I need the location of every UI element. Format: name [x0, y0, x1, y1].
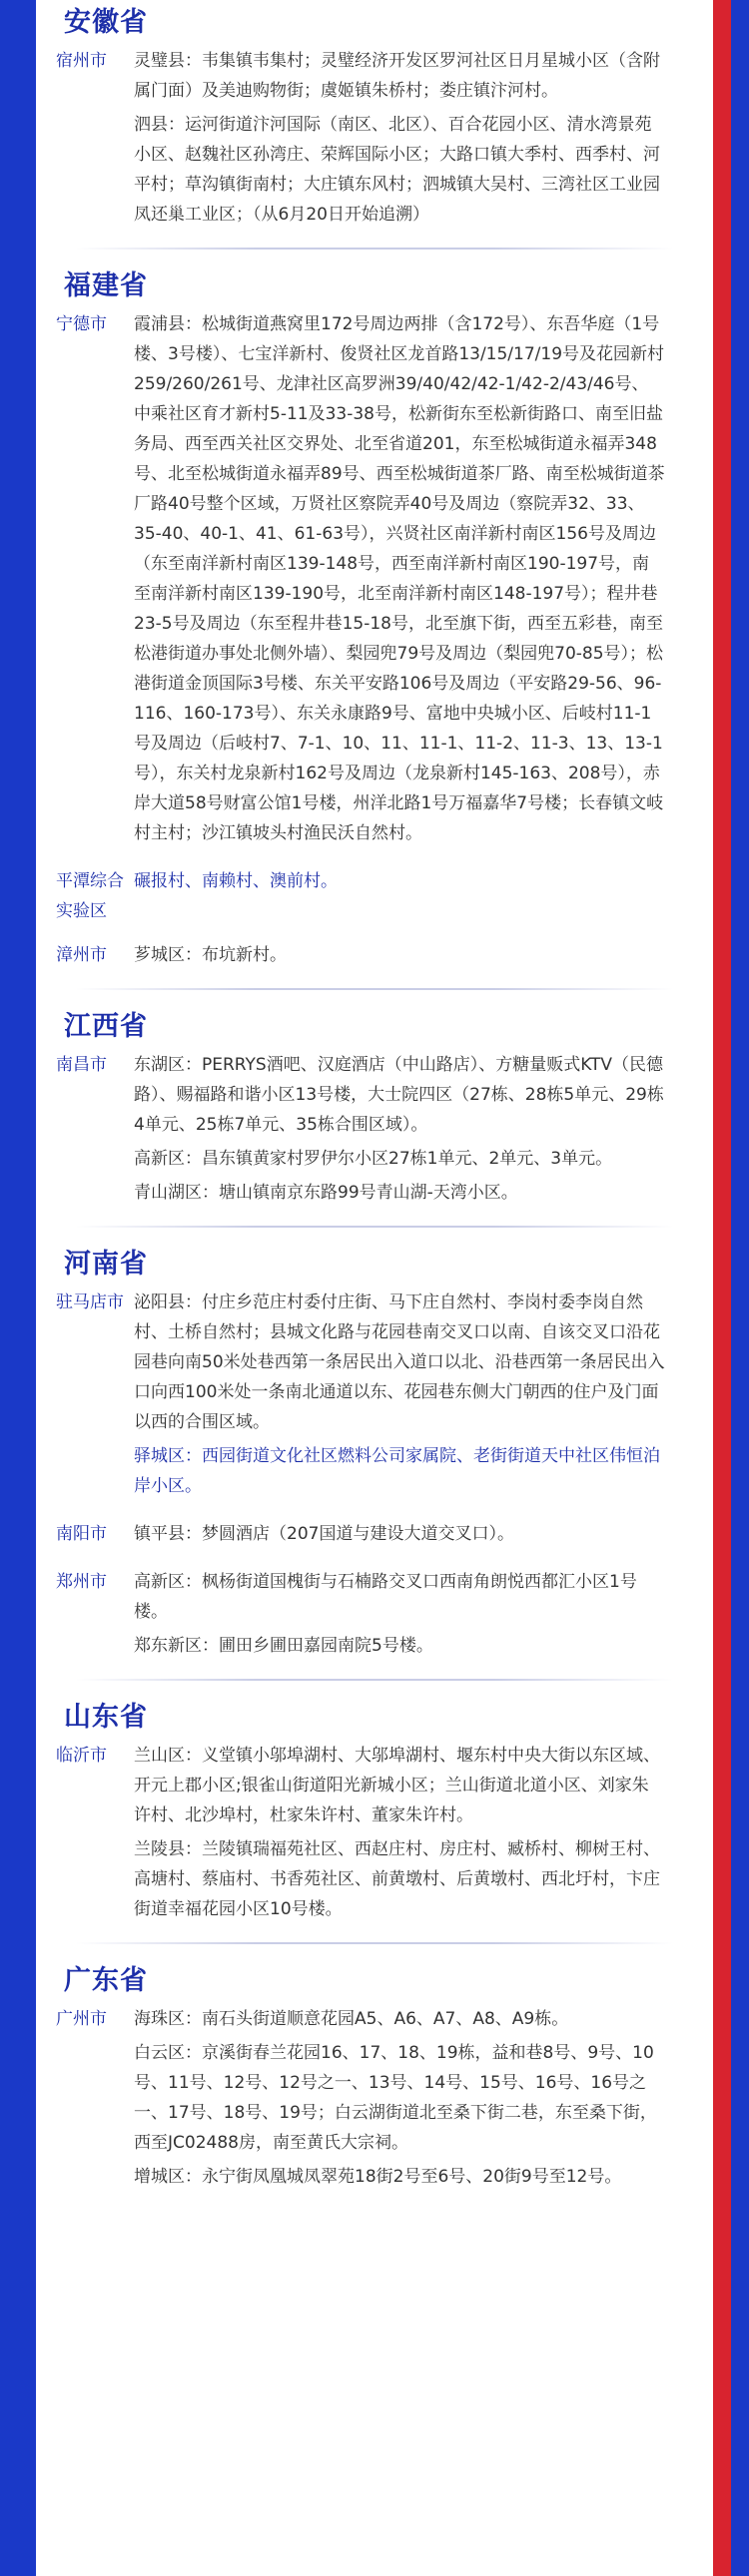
- province-section: [36, 1695, 713, 1928]
- city-name: 临沂市: [56, 1746, 107, 1766]
- section-divider: [76, 1226, 673, 1228]
- city-gap: [36, 926, 713, 940]
- city-row: [56, 1567, 713, 1665]
- district-entry: 青山湖区：塘山镇南京东路99号青山湖-天湾小区。: [134, 1183, 518, 1203]
- district-list: [134, 46, 665, 234]
- city-name: 南昌市: [56, 1055, 107, 1075]
- province-title: 福建省: [64, 270, 148, 301]
- district-entry: 芗城区：布坑新村。: [134, 945, 287, 965]
- city-row: [56, 2004, 713, 2196]
- province-title: 安徽省: [64, 7, 148, 38]
- district-list: [134, 2004, 665, 2196]
- district-entry: 驿城区：西园街道文化社区燃料公司家属院、老街街道天中社区伟恒泊岸小区。: [134, 1446, 660, 1496]
- district-list: [134, 1741, 665, 1928]
- district-list: [134, 1567, 665, 1665]
- province-section: [36, 1004, 713, 1212]
- district-entry: 碾报村、南赖村、澳前村。: [134, 871, 338, 891]
- section-divider: [76, 988, 673, 990]
- district-entry: 海珠区：南石头街道顺意花园A5、A6、A7、A8、A9栋。: [134, 2009, 569, 2029]
- district-entry: 东湖区：PERRYS酒吧、汉庭酒店（中山路店）、方糖量贩式KTV（民德路）、赐福路和谐小区13号楼，大士院四区（27栋、28栋5单元、29栋4单元、25栋7单元、35栋合围区域）。: [134, 1055, 664, 1135]
- district-list: [134, 940, 665, 974]
- city-name: 漳州市: [56, 945, 107, 965]
- province-section: [36, 0, 713, 234]
- district-entry: 郑东新区：圃田乡圃田嘉园南院5号楼。: [134, 1636, 433, 1656]
- district-list: [134, 1050, 665, 1212]
- district-entry: 兰陵县：兰陵镇瑞福苑社区、西赵庄村、房庄村、臧桥村、柳树王村、高塘村、蔡庙村、书香苑社区、前黄墩村、后黄墩村、西北圩村，卞庄街道幸福花园小区10号楼。: [134, 1839, 660, 1919]
- city-row: [56, 866, 713, 926]
- district-entry: 增城区：永宁街凤凰城凤翠苑18街2号至6号、20街9号至12号。: [134, 2167, 622, 2187]
- province-title: 河南省: [64, 1249, 148, 1280]
- district-entry: 兰山区：义堂镇小邬埠湖村、大邬埠湖村、堰东村中央大街以东区域、开元上郡小区;银雀山街道阳光新城小区；兰山街道北道小区、刘家朱许村、北沙埠村，杜家朱许村、董家朱许村。: [134, 1746, 660, 1825]
- district-list: [134, 866, 665, 926]
- city-row: [56, 1288, 713, 1505]
- city-row: [56, 1741, 713, 1928]
- city-row: [56, 940, 713, 974]
- district-entry: 泗县：运河街道汴河国际（南区、北区）、百合花园小区、清水湾景苑小区、赵魏社区孙湾庄、荣辉国际小区；大路口镇大季村、西季村、河平村；草沟镇街南村；大庄镇东风村；泗城镇大吴村、三湾社区工业园凤还巢工业区；（从6月20日开始追溯）: [134, 115, 660, 225]
- city-row: [56, 46, 713, 234]
- province-title: 山东省: [64, 1702, 148, 1733]
- district-entry: 白云区：京溪街春兰花园16、17、18、19栋，益和巷8号、9号、10号、11号、12号、12号之一、13号、14号、15号、16号、16号之一、17号、18号、19号；白云湖街道北至桑下街二巷，东至桑下街，西至JC02488房，南至黄氏大宗祠。: [134, 2043, 657, 2153]
- city-row: [56, 1050, 713, 1212]
- city-row: [56, 1519, 713, 1553]
- city-name: 宁德市: [56, 314, 107, 334]
- city-name: 驻马店市: [56, 1292, 124, 1312]
- city-gap: [36, 852, 713, 866]
- left-border-bar: [0, 0, 36, 2576]
- section-divider: [76, 1942, 673, 1944]
- section-divider: [76, 248, 673, 250]
- city-gap: [36, 1505, 713, 1519]
- city-gap: [36, 1553, 713, 1567]
- province-section: [36, 1958, 713, 2196]
- district-list: [134, 309, 665, 852]
- section-divider: [76, 1679, 673, 1681]
- district-entry: 泌阳县：付庄乡范庄村委付庄街、马下庄自然村、李岗村委李岗自然村、土桥自然村；县城文化路与花园巷南交叉口以南、自该交叉口沿花园巷向南50米处巷西第一条居民出入道口以北、沿巷西第一条居民出入口向西100米处一条南北通道以东、花园巷东侧大门朝西的住户及门面以西的合围区域。: [134, 1292, 665, 1432]
- district-list: [134, 1519, 665, 1553]
- district-entry: 灵璧县：韦集镇韦集村；灵璧经济开发区罗河社区日月星城小区（含附属门面）及美迪购物街；虞姬镇朱桥村；娄庄镇汴河村。: [134, 51, 660, 101]
- city-name: 广州市: [56, 2009, 107, 2029]
- province-section: [36, 263, 713, 974]
- province-title: 广东省: [64, 1965, 148, 1996]
- district-entry: 高新区：枫杨街道国槐街与石楠路交叉口西南角朗悦西都汇小区1号楼。: [134, 1572, 637, 1622]
- district-entry: 霞浦县：松城街道燕窝里172号周边两排（含172号）、东吾华庭（1号楼、3号楼）、七宝洋新村、俊贤社区龙首路13/15/17/19号及花园新村259/260/261号、龙津社区高罗洲39/40/42/42-1/42-2/43/46号、中乘社区育才新村5-11及33-38号，松新街东至松新街路口、南至旧盐务局、西至西关社区交界处、北至省道201，东至松城街道永福弄348号、北至松城街道永福弄89号、西至松城街道茶厂路、南至松城街道茶厂路40号整个区域，万贤社区察院弄40号及周边（察院弄32、33、35-40、40-1、41、61-63号），兴贤社区南洋新村南区156号及周边（东至南洋新村南区139-148号，西至南洋新村南区190-197号，南至南洋新村南区139-190号，北至南洋新村南区148-197号）；程井巷23-5号及周边（东至程井巷15-18号，北至旗下街，西至五彩巷，南至松港街道办事处北侧外墙）、梨园兜79号及周边（梨园兜70-85号）；松港街道金顶国际3号楼、东关平安路106号及周边（平安路29-56、96-116、160-173号）、东关永康路9号、富地中央城小区、后岐村11-1号及周边（后岐村7、7-1、10、11、11-1、11-2、11-3、13、13-1号），东关村龙泉新村162号及周边（龙泉新村145-163、208号），赤岸大道58号财富公馆1号楼，州洋北路1号万福嘉华7号楼；长春镇文岐村主村；沙江镇坡头村渔民沃自然村。: [134, 314, 665, 843]
- district-entry: 镇平县：梦圆酒店（207国道与建设大道交叉口）。: [134, 1524, 514, 1544]
- province-section: [36, 1242, 713, 1665]
- city-row: [56, 309, 713, 852]
- right-border-bar: [713, 0, 749, 2576]
- district-entry: 高新区：昌东镇黄家村罗伊尔小区27栋1单元、2单元、3单元。: [134, 1149, 613, 1169]
- province-title: 江西省: [64, 1011, 148, 1042]
- city-name: 郑州市: [56, 1572, 107, 1592]
- city-name: 南阳市: [56, 1524, 107, 1544]
- city-name: 宿州市: [56, 51, 107, 71]
- district-list: [134, 1288, 665, 1505]
- city-name: 平潭综合实验区: [56, 871, 124, 921]
- content-area: [36, 0, 713, 2576]
